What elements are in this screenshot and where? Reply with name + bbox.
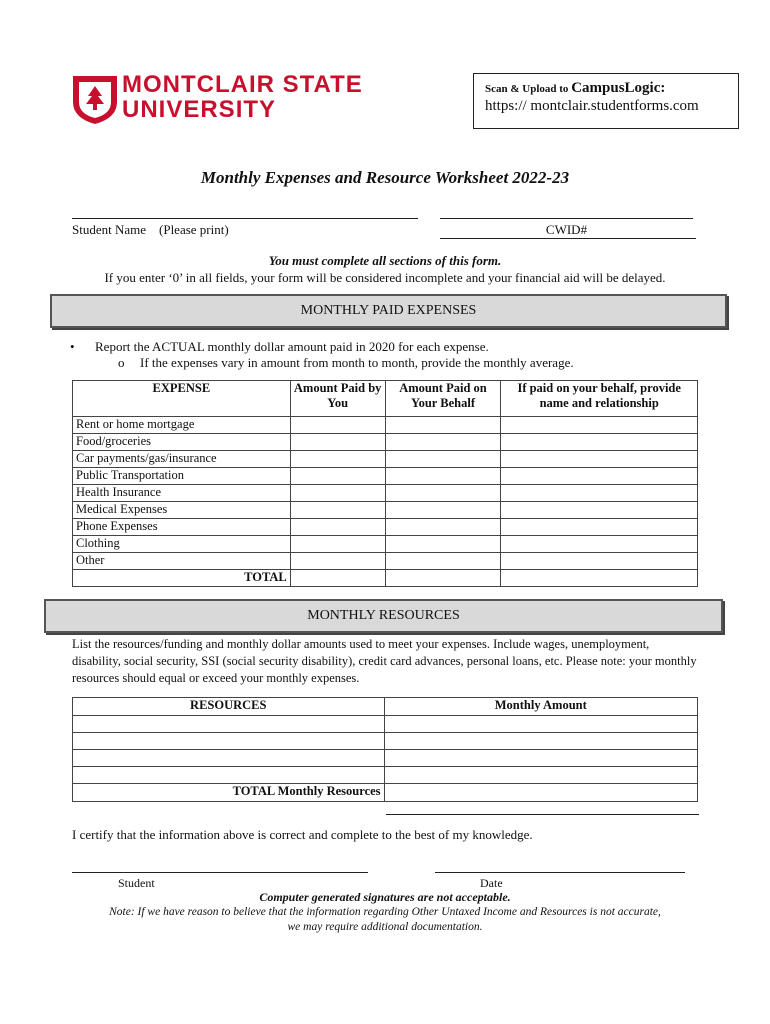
bullet-dot: • (70, 339, 75, 354)
university-shield-logo (70, 72, 120, 126)
notice-required: You must complete all sections of this form. (268, 253, 502, 268)
student-name-line[interactable] (72, 218, 418, 219)
upload-url[interactable]: https:// montclair.studentforms.com (485, 98, 699, 114)
amount-cell[interactable] (385, 519, 501, 536)
resources-intro: List the resources/funding and monthly dollar amounts used to meet your expenses. Include wages, unemployment, disability, social security, SSI (social security disability), credit card advances, personal loans, etc. Please note: your monthly resources should equal or exceed your monthly expenses. (72, 637, 697, 685)
bullet-vary (118, 355, 574, 371)
amount-cell[interactable] (290, 468, 385, 485)
signature-note: Computer generated signatures are not acceptable. (259, 890, 511, 904)
resources-total-cell[interactable] (384, 784, 697, 802)
name-cell[interactable] (501, 434, 698, 451)
name-cell[interactable] (501, 553, 698, 570)
amount-cell[interactable] (290, 536, 385, 553)
resources-table (72, 697, 698, 802)
total-cell[interactable] (290, 570, 385, 587)
expense-label: Car payments/gas/insurance (73, 451, 291, 468)
bullet-vary-text: If the expenses vary in amount from month to month, provide the monthly average. (140, 355, 574, 370)
scan-prefix: Scan & Upload to (485, 83, 572, 95)
name-cell[interactable] (501, 536, 698, 553)
university-name-logo (122, 72, 363, 122)
campuslogic-brand: CampusLogic: (571, 80, 666, 96)
expense-label: Medical Expenses (73, 502, 291, 519)
expense-label: Food/groceries (73, 434, 291, 451)
resource-amount-cell[interactable] (384, 733, 697, 750)
expense-label: Clothing (73, 536, 291, 553)
expense-label: Other (73, 553, 291, 570)
certify-statement: I certify that the information above is correct and complete to the best of my knowledge. (72, 827, 533, 842)
resource-amount-cell[interactable] (384, 750, 697, 767)
expense-label: Rent or home mortgage (73, 417, 291, 434)
resource-cell[interactable] (73, 750, 385, 767)
date-line[interactable] (435, 872, 685, 873)
date-label: Date (480, 876, 503, 890)
amount-cell[interactable] (385, 536, 501, 553)
resource-amount-cell[interactable] (384, 767, 697, 784)
amount-paid-behalf-header: Amount Paid on Your Behalf (385, 381, 501, 417)
name-cell[interactable] (501, 502, 698, 519)
cwid-underline (440, 238, 696, 239)
bullet-actual (70, 339, 489, 355)
total-cell[interactable] (385, 570, 501, 587)
divider (386, 814, 699, 815)
amount-cell[interactable] (290, 417, 385, 434)
resource-amount-cell[interactable] (384, 716, 697, 733)
logo-line1: MONTCLAIR STATE (122, 71, 363, 98)
amount-cell[interactable] (385, 417, 501, 434)
behalf-name-header: If paid on your behalf, provide name and relationship (501, 381, 698, 417)
cwid-label: CWID# (545, 222, 588, 237)
amount-cell[interactable] (385, 485, 501, 502)
expense-label: Phone Expenses (73, 519, 291, 536)
monthly-resources-heading: MONTHLY RESOURCES (44, 599, 723, 633)
name-cell[interactable] (501, 485, 698, 502)
sub-bullet-circle: o (118, 355, 125, 370)
disclaimer-line1: Note: If we have reason to believe that the information regarding Other Untaxed Income and Resources is not accurate, (109, 906, 661, 918)
amount-cell[interactable] (290, 502, 385, 519)
expense-header: EXPENSE (73, 381, 291, 417)
name-cell[interactable] (501, 468, 698, 485)
amount-cell[interactable] (385, 468, 501, 485)
student-signature-label: Student (118, 876, 155, 890)
logo-line2: UNIVERSITY (122, 96, 277, 123)
amount-cell[interactable] (385, 502, 501, 519)
resources-header: RESOURCES (73, 698, 385, 716)
expense-total-label: TOTAL (73, 570, 291, 587)
amount-cell[interactable] (290, 553, 385, 570)
monthly-paid-expenses-heading: MONTHLY PAID EXPENSES (50, 294, 727, 328)
scan-upload-label (485, 80, 665, 97)
name-cell[interactable] (501, 417, 698, 434)
name-cell[interactable] (501, 451, 698, 468)
amount-cell[interactable] (290, 451, 385, 468)
notice-zero: If you enter ‘0’ in all fields, your form will be considered incomplete and your financial aid will be delayed. (104, 270, 666, 285)
page-title: Monthly Expenses and Resource Worksheet 2022-23 (200, 168, 570, 187)
student-name-label: Student Name (Please print) (72, 222, 229, 237)
amount-cell[interactable] (290, 485, 385, 502)
amount-cell[interactable] (385, 434, 501, 451)
resource-cell[interactable] (73, 767, 385, 784)
disclaimer-line2: we may require additional documentation. (287, 921, 483, 933)
total-cell[interactable] (501, 570, 698, 587)
name-cell[interactable] (501, 519, 698, 536)
expenses-table (72, 380, 698, 587)
amount-cell[interactable] (385, 451, 501, 468)
resource-cell[interactable] (73, 716, 385, 733)
amount-cell[interactable] (290, 519, 385, 536)
resources-total-label: TOTAL Monthly Resources (73, 784, 385, 802)
cwid-line[interactable] (440, 218, 693, 219)
expense-label: Health Insurance (73, 485, 291, 502)
amount-cell[interactable] (290, 434, 385, 451)
amount-paid-by-you-header: Amount Paid by You (290, 381, 385, 417)
monthly-amount-header: Monthly Amount (384, 698, 697, 716)
student-signature-line[interactable] (72, 872, 368, 873)
resource-cell[interactable] (73, 733, 385, 750)
bullet-actual-text: Report the ACTUAL monthly dollar amount paid in 2020 for each expense. (95, 339, 489, 354)
expense-label: Public Transportation (73, 468, 291, 485)
amount-cell[interactable] (385, 553, 501, 570)
